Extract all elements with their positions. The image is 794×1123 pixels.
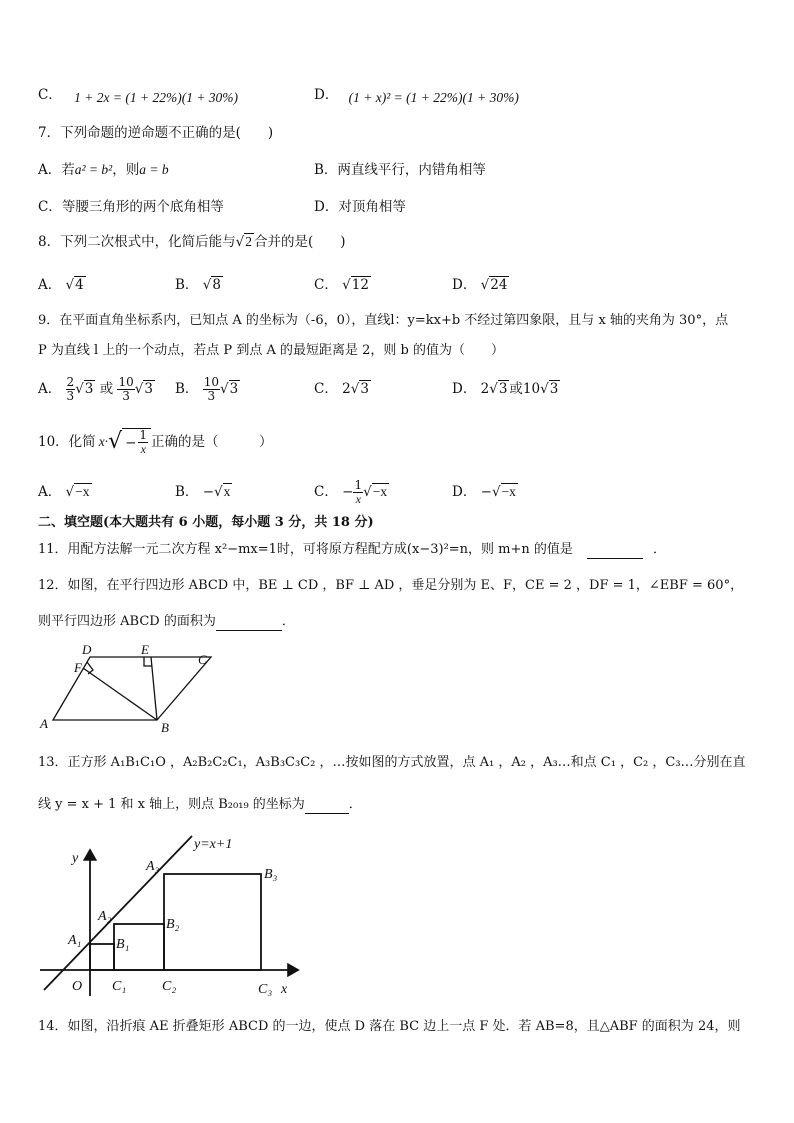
option-label: D． — [452, 381, 477, 397]
q11-end: ． — [653, 542, 667, 557]
denominator: 3 — [207, 388, 216, 403]
q7-option-a — [38, 161, 169, 179]
q6-option-c-expression: 1 + 2x = (1 + 22%)(1 + 30%) — [74, 90, 239, 105]
q10-option-a — [38, 483, 92, 501]
label-b1: B₁ — [116, 937, 130, 952]
option-label: B． — [175, 484, 199, 500]
or-word: 或 — [509, 381, 523, 397]
q12-stem-line2 — [38, 613, 295, 631]
sqrt-symbol: √24 — [480, 277, 508, 293]
numerator: 1 — [354, 477, 363, 492]
sqrt-symbol: √3 — [134, 381, 153, 397]
radicand: 8 — [212, 277, 221, 293]
denominator: 3 — [122, 388, 130, 403]
numerator: 10 — [118, 374, 134, 389]
q9-option-a — [38, 370, 155, 408]
fraction — [353, 479, 363, 506]
or-word: 或 — [99, 381, 114, 397]
label-a1: A₁ — [68, 933, 82, 948]
q8-stem-pre: 8．下列二次根式中，化简后能与 — [38, 234, 236, 250]
q13-end: ． — [348, 797, 362, 812]
x-axis-label: x — [281, 982, 288, 997]
fraction — [117, 376, 134, 403]
option-label: D． — [452, 277, 477, 293]
q7-expr1: a² = b² — [74, 162, 113, 177]
radicand: 3 — [229, 381, 239, 397]
option-label: C． — [38, 87, 62, 103]
q9-option-c — [314, 380, 371, 398]
q10-stem-pre: 10．化简 — [38, 434, 96, 450]
label-c3: C₃ — [258, 982, 273, 997]
label-c1: C₁ — [112, 979, 127, 994]
sqrt-symbol: √ — [108, 429, 123, 454]
label-f: F — [74, 660, 82, 675]
line-label: y=x+1 — [194, 837, 233, 852]
radicand: −x — [75, 484, 90, 499]
q6-option-d-expression: (1 + x)² = (1 + 22%)(1 + 30%) — [348, 90, 519, 105]
answer-blank[interactable] — [216, 616, 282, 631]
numerator: 2 — [66, 374, 75, 389]
q8-option-c — [314, 276, 371, 294]
q12-stem-line1: 12．如图，在平行四边形 ABCD 中，BE ⊥ CD ，BF ⊥ AD ，垂足分别为 E、F，CE = 2 ，DF = 1，∠EBF = 60°， — [38, 578, 744, 593]
q13-stem-line1: 13．正方形 A₁B₁C₁O ，A₂B₂C₂C₁，A₃B₃C₃C₂ ，…按如图的方式放置，点 A₁ ，A₂ ，A₃…和点 C₁ ，C₂ ，C₃…分别在直 — [38, 755, 746, 770]
sign: − — [480, 484, 492, 500]
sqrt-symbol: √12 — [342, 277, 369, 293]
label-e: E — [141, 642, 149, 657]
square-1 — [90, 944, 114, 970]
sign: − — [202, 484, 215, 500]
label-a: A — [40, 716, 48, 731]
q10-option-d — [452, 483, 518, 501]
q12-text: 则平行四边形 ABCD 的面积为 — [38, 614, 216, 629]
q7-mid: ，则 — [112, 162, 140, 178]
radicand: 12 — [351, 277, 369, 293]
option-label: A． — [38, 484, 62, 500]
fraction — [203, 376, 220, 403]
denominator: x — [140, 442, 146, 456]
q6-option-c — [38, 86, 238, 104]
coefficient: 10 — [522, 381, 541, 397]
sqrt-symbol: √4 — [65, 277, 84, 293]
q8-option-d — [452, 276, 509, 294]
q11-stem — [38, 541, 666, 559]
label-c: C — [198, 652, 207, 667]
sqrt-symbol: √3 — [489, 381, 508, 397]
q6-option-d — [314, 86, 519, 104]
option-label: B． — [175, 381, 199, 397]
radicand: 3 — [498, 381, 508, 397]
sqrt-symbol: √−x — [363, 484, 388, 500]
q8-stem — [38, 233, 346, 251]
q9-stem-line1: 9．在平面直角坐标系内，已知点 A 的坐标为（-6，0），直线l：y=kx+b 不经过第四象限，且与 x 轴的夹角为 30°，点 — [38, 313, 729, 328]
q10-option-b — [175, 483, 232, 501]
q8-option-a — [38, 276, 86, 294]
q7-option-b: B．两直线平行，内错角相等 — [314, 162, 486, 178]
sqrt-symbol: √3 — [350, 381, 369, 397]
q13-stem-line2 — [38, 796, 362, 814]
q10-x: x· — [98, 434, 109, 449]
label-d: D — [82, 642, 92, 657]
radicand-fraction: − $\frac{1}{x}$ — [122, 428, 151, 456]
fraction — [138, 429, 148, 456]
parallelogram-figure — [36, 642, 226, 738]
answer-blank[interactable] — [305, 799, 349, 814]
q10-stem — [38, 422, 273, 462]
radicand: x — [223, 484, 231, 499]
radicand: 4 — [75, 277, 84, 293]
y-axis-label: y — [72, 851, 79, 866]
label-b3: B₃ — [264, 867, 278, 882]
numerator: 1 — [139, 428, 148, 442]
option-label: A．若 — [38, 162, 75, 178]
coefficient: 2 — [480, 381, 490, 397]
fraction — [66, 376, 76, 403]
option-label: C． — [314, 484, 338, 500]
label-c2: C₂ — [162, 979, 177, 994]
squares-graph-figure — [36, 828, 326, 1000]
sqrt-symbol: √8 — [202, 277, 221, 293]
numerator: 10 — [203, 374, 219, 389]
q14-stem-line1: 14．如图，沿折痕 AE 折叠矩形 ABCD 的一边，使点 D 落在 BC 边上一点 F 处．若 AB=8，且△ABF 的面积为 24，则 — [38, 1019, 741, 1034]
radicand: 24 — [490, 277, 508, 293]
radicand: 3 — [84, 381, 94, 397]
option-label: D． — [314, 87, 339, 103]
radicand: −x — [372, 484, 388, 499]
q13-text: 线 y = x + 1 和 x 轴上，则点 B₂₀₁₉ 的坐标为 — [38, 797, 305, 812]
label-b: B — [161, 720, 169, 735]
sqrt-symbol: √3 — [540, 381, 559, 397]
q9-option-b — [175, 370, 240, 408]
radicand: −x — [501, 484, 516, 499]
line-y-equals-x-plus-1 — [44, 836, 192, 990]
denominator: x — [355, 491, 361, 506]
q12-end: ． — [281, 614, 295, 629]
label-b2: B₂ — [166, 917, 180, 932]
sqrt-symbol: √3 — [75, 381, 94, 397]
q11-text: 11．用配方法解一元二次方程 x²−mx=1时，可将原方程配方成(x−3)²=n，则 m+n 的值是 — [38, 542, 573, 557]
option-label: A． — [38, 277, 62, 293]
radicand: 3 — [360, 381, 369, 397]
q7-expr2: a = b — [139, 162, 169, 177]
sqrt-symbol: √x — [214, 484, 231, 500]
option-label: C． — [314, 381, 338, 397]
q8-option-b — [175, 276, 223, 294]
sqrt-symbol: √2 — [235, 234, 252, 250]
option-label: A． — [38, 381, 62, 397]
sqrt-symbol: √−x — [491, 484, 516, 500]
q9-stem-line2: P 为直线 l 上的一个动点，若点 P 到点 A 的最短距离是 2，则 b 的值为（ ） — [38, 343, 504, 358]
section-heading: 二、填空题(本大题共有 6 小题，每小题 3 分，共 18 分) — [38, 515, 374, 530]
origin-label: O — [72, 979, 83, 994]
q10-option-c: C． − $\frac{1}{x}$ √−x — [314, 477, 388, 506]
denominator: 3 — [66, 388, 75, 403]
q10-stem-post: 正确的是（ ） — [151, 434, 273, 450]
coefficient: 2 — [342, 381, 351, 397]
option-label: B． — [175, 277, 199, 293]
sqrt-symbol: √−x — [65, 484, 90, 500]
option-label: D． — [452, 484, 477, 500]
radicand: 3 — [549, 381, 559, 397]
label-a3: A₃ — [146, 859, 160, 874]
q8-stem-post: 合并的是( ) — [253, 234, 346, 250]
radicand: 2 — [245, 234, 252, 249]
label-a2: A₂ — [98, 909, 112, 924]
sqrt-symbol: √3 — [220, 381, 239, 397]
radicand: 3 — [144, 381, 153, 397]
option-label: C． — [314, 277, 338, 293]
q7-stem: 7．下列命题的逆命题不正确的是( ) — [38, 125, 274, 141]
segment-bf — [83, 668, 157, 720]
answer-blank[interactable] — [587, 544, 643, 559]
q7-option-c: C．等腰三角形的两个底角相等 — [38, 199, 224, 215]
q9-option-d — [452, 380, 560, 398]
q7-option-d: D．对顶角相等 — [314, 199, 406, 215]
